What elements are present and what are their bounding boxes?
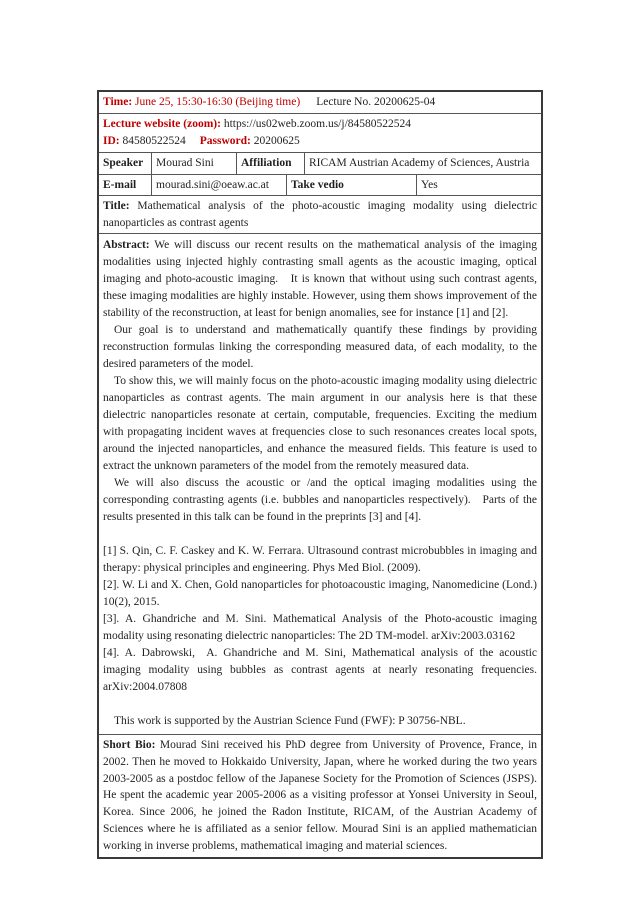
abstract-label: Abstract: <box>103 239 150 251</box>
meeting-id-label: ID: <box>103 135 120 147</box>
zoom-link-label: Lecture website (zoom): <box>103 118 221 130</box>
funding-note: This work is supported by the Austrian Science Fund (FWF): P 30756-NBL. <box>114 715 466 727</box>
lecture-number: Lecture No. 20200625-04 <box>316 96 436 108</box>
meeting-id-value: 84580522524 <box>122 135 186 147</box>
bio-label: Short Bio: <box>103 739 156 751</box>
title-label: Title: <box>103 200 130 212</box>
email-row <box>99 174 541 196</box>
time-label: Time: <box>103 96 133 108</box>
take-video-label: Take vedio <box>286 175 416 196</box>
reference-item: [4]. A. Dabrowski, A. Ghandriche and M. Sini, Mathematical analysis of the acoustic imaging modality using bubbles as contrast agents at nearly resonating frequencies. arXiv:2004.07808 <box>103 647 537 693</box>
password-value: 20200625 <box>253 135 300 147</box>
abstract-row <box>99 233 541 734</box>
short-bio <box>103 737 537 855</box>
reference-item: [2]. W. Li and X. Chen, Gold nanoparticles for photoacoustic imaging, Nanomedicine (Lond.) 10(2), 2015. <box>103 579 537 608</box>
lecture-announcement-table <box>97 90 543 859</box>
time-line <box>103 94 537 111</box>
title-row <box>99 195 541 233</box>
email-label: E-mail <box>103 178 137 191</box>
reference-item: [1] S. Qin, C. F. Caskey and K. W. Ferrara. Ultrasound contrast microbubbles in imaging and therapy: physical principles and engineering. Phys Med Biol. (2009). <box>103 545 537 574</box>
take-video-value: Yes <box>416 175 541 196</box>
zoom-url: https://us02web.zoom.us/j/84580522524 <box>223 118 412 130</box>
time-value: June 25, 15:30-16:30 (Beijing time) <box>135 96 301 108</box>
website-row <box>99 113 541 152</box>
bio-row <box>99 734 541 857</box>
abstract-paragraph-1 <box>103 237 537 322</box>
affiliation-value: RICAM Austrian Academy of Sciences, Austria <box>304 153 541 174</box>
reference-list <box>103 543 537 696</box>
speaker-row <box>99 152 541 174</box>
password-label: Password: <box>199 135 251 147</box>
talk-title <box>103 198 537 231</box>
zoom-link-line <box>103 116 537 133</box>
abstract-paragraph-3: To show this, we will mainly focus on the photo-acoustic imaging modality using dielectric nanoparticles as contrast agents. The main argument in our analysis here is that these dielectric nanoparticles resonate at certain, computable, frequencies. Exciting the medium with propagating incident waves at frequencies close to such resonances creates local spots, around the injected nanoparticles, and enhance the measured fields. This feature is used to extract the unknown parameters of the model from the remotely measured data. <box>103 375 537 472</box>
title-text: Mathematical analysis of the photo-acoustic imaging modality using dielectric nanoparticles as contrast agents <box>103 200 538 229</box>
abstract-paragraph-4: We will also discuss the acoustic or /and the optical imaging modalities using the corresponding contrasting agents (i.e. bubbles and nanoparticles respectively). Parts of the results presented in this talk can be found in the preprints [3] and [4]. <box>103 477 537 523</box>
abstract-paragraph-2: Our goal is to understand and mathematically quantify these findings by providing reconstruction formulas linking the corresponding measured data, of each modality, to the desired parameters of the model. <box>103 324 537 370</box>
email-value: mourad.sini@oeaw.ac.at <box>151 175 286 196</box>
abstract-paragraph-1-text: We will discuss our recent results on the mathematical analysis of the imaging modalities using injected highly contrasting small agents as the acoustic imaging, optical imaging and photo-acoustic imaging. It is known that without using such contrast agents, these imaging modalities are highly instable. However, using them shows improvement of the stability of the reconstruction, at least for benign anomalies, see for instance [1] and [2]. <box>103 239 537 319</box>
bio-text: Mourad Sini received his PhD degree from University of Provence, France, in 2002. Then he moved to Hokkaido University, Japan, where he worked during the two years 2003-2005 as a postdoc fellow of the Japanese Society for the Promotion of Sciences (JSPS). He spent the academic year 2005-2006 as a visiting professor at Yonsei University in Seoul, Korea. Since 2006, he joined the Radon Institute, RICAM, of the Austrian Academy of Sciences where he is affiliated as a senior fellow. Mourad Sini is an applied mathematician working in inverse problems, mathematical imaging and material sciences. <box>103 739 538 852</box>
time-row <box>99 92 541 113</box>
speaker-label: Speaker <box>103 157 144 169</box>
affiliation-label: Affiliation <box>236 153 304 174</box>
speaker-name: Mourad Sini <box>151 153 236 174</box>
credentials-line <box>103 133 537 150</box>
reference-item: [3]. A. Ghandriche and M. Sini. Mathematical Analysis of the Photo-acoustic imaging modality using resonating dielectric nanoparticles: The 2D TM-model. arXiv:2003.03162 <box>103 613 537 642</box>
